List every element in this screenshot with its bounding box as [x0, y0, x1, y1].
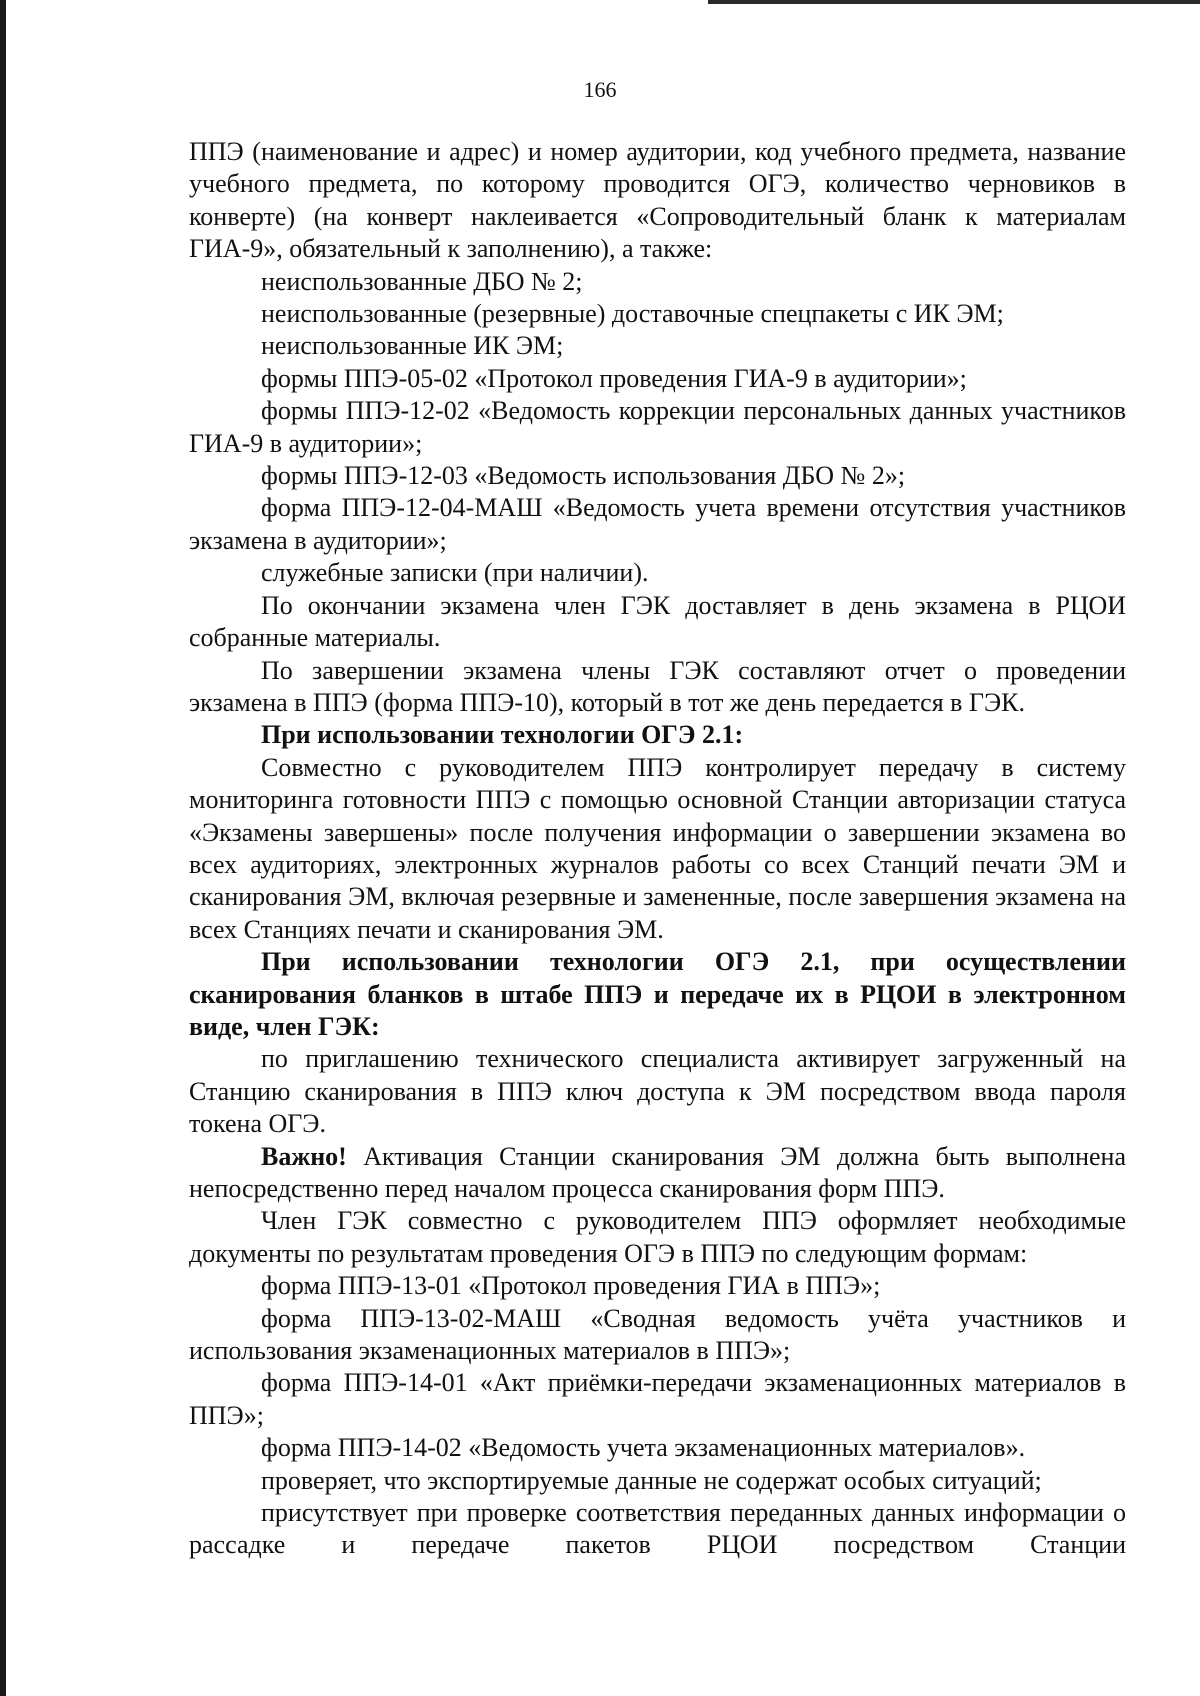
paragraph [189, 363, 1126, 395]
paragraph-text: присутствует при проверке соответствия переданных данных информации о рассадке и передаче пакетов РЦОИ посредством Станции [189, 1498, 1126, 1560]
paragraph [189, 1432, 1126, 1464]
paragraph-text: формы ППЭ-05-02 «Протокол проведения ГИА-9 в аудитории»; [261, 363, 967, 393]
paragraph [189, 1270, 1126, 1302]
paragraph [189, 136, 1126, 266]
paragraph [189, 330, 1126, 362]
paragraph-text: служебные записки (при наличии). [261, 558, 649, 588]
paragraph-text: неиспользованные (резервные) доставочные спецпакеты с ИК ЭМ; [261, 299, 1004, 329]
paragraph-text: При использовании технологии ОГЭ 2.1: [261, 720, 744, 750]
paragraph-text: по приглашению технического специалиста активирует загруженный на Станцию сканирования в ППЭ ключ доступа к ЭМ посредством ввода пароля токена ОГЭ. [189, 1044, 1126, 1139]
paragraph [189, 1367, 1126, 1432]
paragraph-text: форма ППЭ-12-04-МАШ «Ведомость учета времени отсутствия участников экзамена в аудитории»; [189, 493, 1126, 555]
paragraph-text: формы ППЭ-12-02 «Ведомость коррекции персональных данных участников ГИА-9 в аудитории»; [189, 396, 1126, 458]
paragraph-text: неиспользованные ДБО № 2; [261, 266, 583, 296]
paragraph-text: ППЭ (наименование и адрес) и номер аудитории, код учебного предмета, название учебного предмета, по которому проводится ОГЭ, количество черновиков в конверте) (на конверт наклеивается «Сопроводительный бланк к материалам ГИА-9», обязательный к заполнению), а также: [189, 137, 1126, 264]
paragraph [189, 460, 1126, 492]
paragraph-text: Активация Станции сканирования ЭМ должна быть выполнена непосредственно перед началом процесса сканирования форм ППЭ. [189, 1141, 1126, 1203]
scan-top-edge [708, 0, 1200, 4]
paragraph [189, 395, 1126, 460]
paragraph-text: При использовании технологии ОГЭ 2.1, при осуществлении сканирования бланков в штабе ППЭ и передаче их в РЦОИ в электронном виде, член ГЭК: [189, 947, 1126, 1041]
paragraph-text: формы ППЭ-12-03 «Ведомость использования ДБО № 2»; [261, 461, 906, 491]
paragraph-text: неиспользованные ИК ЭМ; [261, 331, 564, 361]
paragraph [189, 1465, 1126, 1497]
paragraph [189, 266, 1126, 298]
paragraph [189, 1043, 1126, 1140]
page-number: 166 [583, 77, 617, 102]
paragraph-text: форма ППЭ-14-01 «Акт приёмки-передачи экзаменационных материалов в ППЭ»; [189, 1368, 1126, 1430]
paragraph [189, 1205, 1126, 1270]
paragraph-text: проверяет, что экспортируемые данные не содержат особых ситуаций; [261, 1465, 1042, 1495]
paragraph [189, 946, 1126, 1043]
scan-left-edge [0, 0, 6, 1696]
paragraph [189, 752, 1126, 946]
paragraph-text: форма ППЭ-13-02-МАШ «Сводная ведомость учёта участников и использования экзаменационных материалов в ППЭ»; [189, 1303, 1126, 1366]
paragraph-text: По окончании экзамена член ГЭК доставляет в день экзамена в РЦОИ собранные материалы. [189, 590, 1126, 653]
document-body [189, 136, 1126, 1562]
paragraph [189, 590, 1126, 655]
paragraph-text: форма ППЭ-14-02 «Ведомость учета экзаменационных материалов». [261, 1433, 1026, 1463]
paragraph [189, 557, 1126, 589]
paragraph [189, 719, 1126, 751]
paragraph [189, 1141, 1126, 1206]
paragraph [189, 655, 1126, 720]
paragraph-text: форма ППЭ-13-01 «Протокол проведения ГИА в ППЭ»; [261, 1271, 881, 1301]
paragraph [189, 298, 1126, 330]
paragraph-text: Член ГЭК совместно с руководителем ППЭ оформляет необходимые документы по результатам проведения ОГЭ в ППЭ по следующим формам: [189, 1206, 1126, 1268]
emphasis-lead: Важно! [261, 1141, 347, 1171]
paragraph [189, 1497, 1126, 1562]
paragraph [189, 492, 1126, 557]
paragraph-text: Совместно с руководителем ППЭ контролирует передачу в систему мониторинга готовности ППЭ с помощью основной Станции авторизации статуса «Экзамены завершены» после получения информации о завершении экзамена во всех аудиториях, электронных журналов работы со всех Станций печати ЭМ и сканирования ЭМ, включая резервные и замененные, после завершения экзамена на всех Станциях печати и сканирования ЭМ. [189, 752, 1126, 944]
paragraph [189, 1303, 1126, 1368]
paragraph-text: По завершении экзамена члены ГЭК составляют отчет о проведении экзамена в ППЭ (форма ППЭ-10), который в тот же день передается в ГЭК. [189, 655, 1126, 717]
